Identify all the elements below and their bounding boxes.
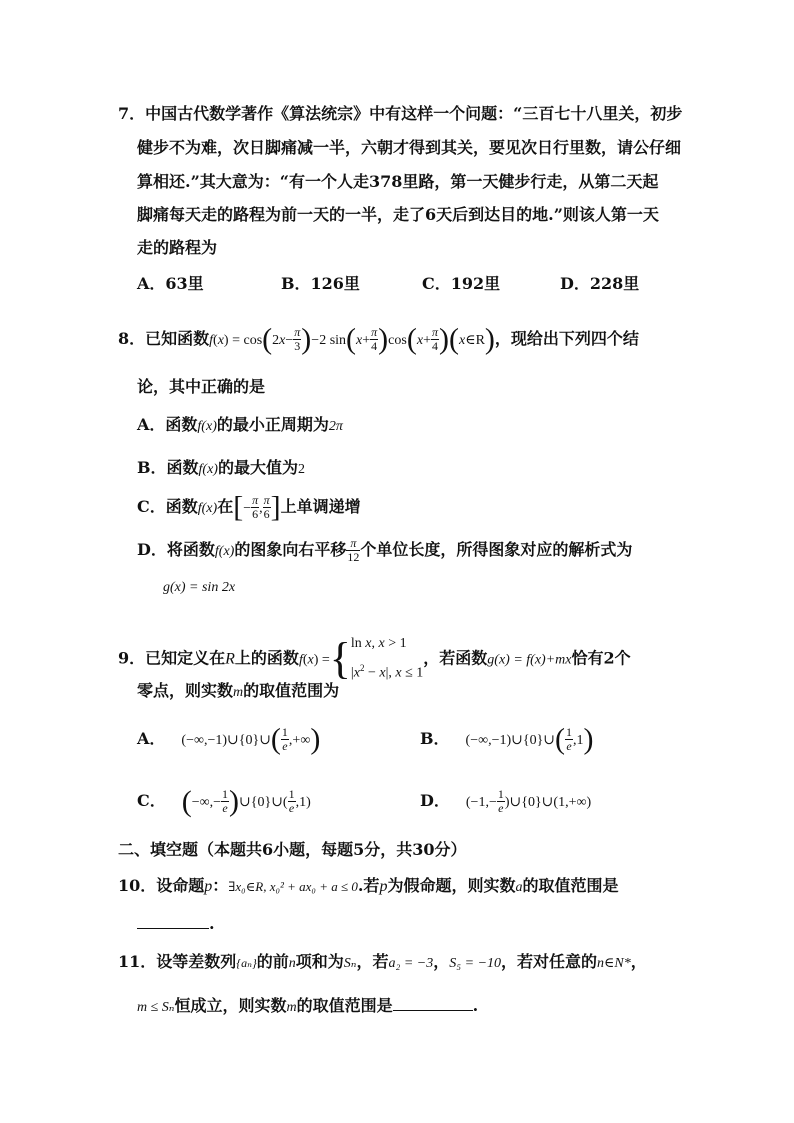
q11-line-2: m ≤ Sₙ恒成立，则实数m的取值范围是 . — [137, 996, 479, 1015]
q7-line-4: 脚痛每天走的路程为前一天的一半，走了6天后到达目的地.”则该人第一天 — [137, 205, 659, 224]
q8-option-d-result: g(x) = sin 2x — [163, 580, 236, 595]
piecewise-cases: ln x, x > 1 $|x^2 - x|$, x ≤ 1 — [350, 636, 424, 681]
q8-formula: f — [209, 333, 214, 348]
q10-answer-blank: . — [137, 914, 215, 934]
q10-line-1: 10．设命题p：∃x₀∈R, x₀² + ax₀ + a ≤ 0.若p为假命题，则实数a的取值范围是 — [118, 876, 619, 895]
q9-option-c: C． (−∞,− $\frac{1}{e}$ )∪{0}∪( $\frac{1}{e}$ ,1) — [137, 784, 311, 818]
q9-option-b: B． (−∞,−1)∪{0}∪( $\frac{1}{e}$ ,1) — [420, 722, 594, 756]
q8-option-c: C．函数f(x)在[− $\frac{\pi}{6}$ , $\frac{\pi}{6}$ ]上单调递增 — [137, 490, 361, 524]
q11-blank — [393, 996, 473, 1011]
q8-option-d: D．将函数f(x)的图象向右平移 $\frac{\pi}{12}$ 个单位长度，所得图象对应的解析式为 — [137, 536, 633, 564]
q10-blank — [137, 914, 209, 929]
q7-option-c: C．192里 — [422, 274, 501, 293]
piecewise-brace: { — [329, 633, 351, 683]
q9-option-a: A． (−∞,−1)∪{0}∪( $\frac{1}{e}$ ,+∞) — [137, 722, 321, 756]
q9-option-d: D． (−1,− $\frac{1}{e}$ )∪{0}∪(1,+∞) — [420, 787, 592, 815]
q8-prefix: 8．已知函数 — [118, 329, 210, 348]
q7-option-d: D．228里 — [560, 274, 640, 293]
q7-line-3: 算相还.”其大意为：“有一个人走378里路，第一天健步行走，从第二天起 — [137, 172, 659, 191]
q8-option-b: B．函数f(x)的最大值为2 — [137, 458, 305, 477]
section-heading: 二、填空题（本题共6小题，每题5分，共30分） — [118, 840, 467, 859]
q7-line-5: 走的路程为 — [137, 238, 218, 257]
q8-suffix: ，现给出下列四个结 — [494, 329, 639, 348]
q9-line-1: 9．已知定义在R上的函数f(x) ={ ln x, x > 1 $|x^2 - x|$, x ≤ 1 ，若函数g(x) = f(x)+mx恰有2个 — [118, 632, 631, 686]
q8-line-2: 论，其中正确的是 — [137, 377, 266, 396]
q7-option-b: B．126里 — [281, 274, 360, 293]
q9-line-2: 零点，则实数m的取值范围为 — [137, 681, 340, 700]
q11-line-1: 11．设等差数列{aₙ}的前n项和为Sₙ，若a₂ = −3，S₅ = −10，若对任意的n∈N*， — [118, 952, 647, 971]
q10-expression: ∃x₀∈R, x₀² + ax₀ + a ≤ 0 — [228, 879, 358, 894]
q7-line-1: 7．中国古代数学著作《算法统宗》中有这样一个问题：“三百七十八里关，初步 — [118, 104, 683, 123]
q7-line-2: 健步不为难，次日脚痛减一半，六朝才得到其关，要见次日行里数，请公仔细 — [137, 138, 682, 157]
q7-option-a: A．63里 — [137, 274, 204, 293]
q8-line-1: 8．已知函数f(x) = cos(2x− $\frac{\pi}{3}$ )−2 sin(x+ $\frac{\pi}{4}$ )cos(x+ $\frac{\pi}{4}$ )(x∈R)，现给出下列四个结 — [118, 322, 639, 356]
q8-option-a: A．函数f(x)的最小正周期为2π — [137, 415, 343, 434]
